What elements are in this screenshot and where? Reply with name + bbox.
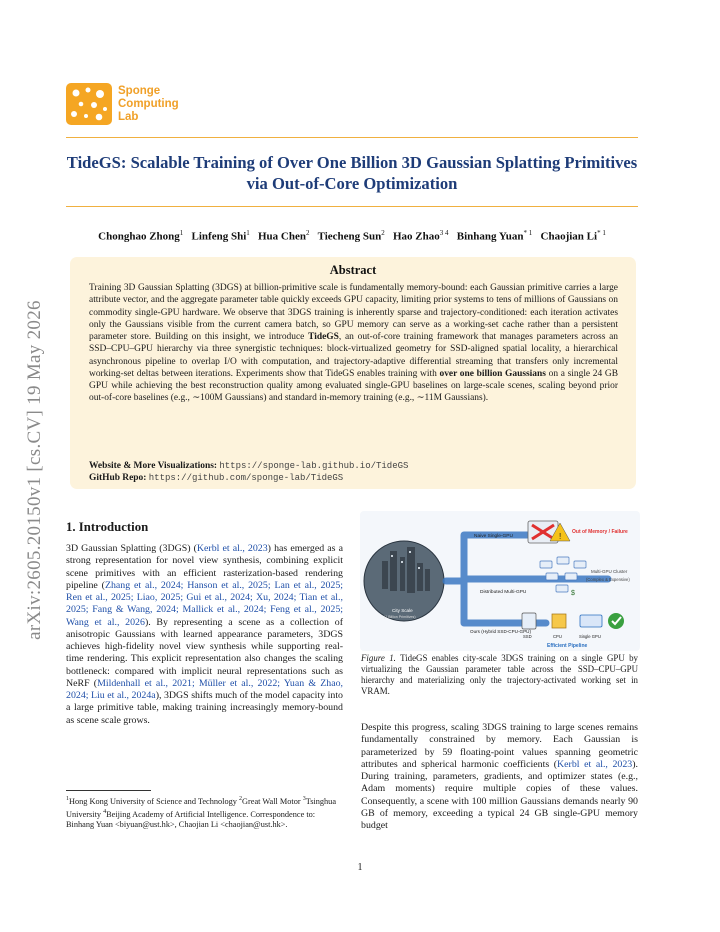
author: Chonghao Zhong: [98, 230, 180, 243]
logo-line-1: Sponge: [118, 84, 161, 97]
single-gpu-label: Single GPU: [579, 634, 601, 639]
section-heading-introduction: 1. Introduction: [66, 520, 149, 534]
paragraph-text: ). During training, parameters, gradients, and optimizer states (e.g., Adam moments) require multiple copies of these values. Consequently, a scene with 100 million Gaussians demands nearly 90 GB of memory, exceeding a typical 24 GB single-GPU memory budget: [361, 758, 638, 831]
svg-text:!: !: [559, 532, 562, 541]
website-link[interactable]: https://sponge-lab.github.io/TideGS: [219, 461, 409, 471]
pipeline-label: Efficient Pipeline: [547, 643, 588, 649]
author: Chaojian Li: [540, 230, 598, 243]
cost-icon: $: [571, 590, 575, 597]
naive-label: Naive Single-GPU: [474, 534, 513, 539]
logo-wordmark: [118, 85, 179, 124]
distributed-label: Distributed Multi-GPU: [480, 590, 527, 595]
author: Hao Zhao: [393, 230, 440, 243]
cpu-icon: [552, 614, 566, 628]
page-number: 1: [357, 862, 363, 873]
author: Binhang Yuan: [456, 230, 524, 243]
ours-label: Ours (Hybrid SSD-CPU-GPU): [470, 629, 531, 634]
github-label: GitHub Repo:: [89, 473, 147, 484]
city-label: City Scale: [392, 608, 413, 613]
checkmark-icon: [608, 613, 624, 629]
cluster-label: Multi-GPU Cluster: [591, 569, 628, 574]
abstract-heading: Abstract: [329, 263, 377, 277]
single-gpu-icon: [580, 615, 602, 627]
abstract-text: Training 3D Gaussian Splatting (3DGS) at billion-primitive scale is fundamentally memory-bound: each Gaussian primitive carries a large attribute vector, and the aggregate parameter table quickly exceeds GPU capacity, limiting prior systems to tens of millions of Gaussians on commodity single-GPU hardware. We observe that 3DGS training is inherently sparse and trajectory-conditioned: each iteration activates only the Gaussians visible from the current camera batch, so GPU memory can serve as a working-set cache rather than a persistent parameter store. Building on this insight, we introduce TideGS, an out-of-core training framework that manages parameters across an SSD–CPU–GPU hierarchy via three synergistic techniques: block-virtualized geometry for SSD-aligned spatial locality, a hierarchical asynchronous pipeline to overlap I/O with computation, and trajectory-adaptive differential streaming that transfers only incremental working-set deltas between iterations. Experiments show that TideGS enables training with over one billion Gaussians on a single 24 GB GPU while achieving the best reconstruction quality among evaluated single-GPU baselines on large-scale scenes, scaling beyond prior out-of-core baselines (e.g., ∼100M Gaussians) and standard in-memory training (e.g., ∼11M Gaussians).: [89, 283, 619, 404]
title-rule-top: [66, 137, 638, 138]
author-list: Chonghao Zhong$^1$ Linfeng Shi$^1$ Hua Chen$^2$ Tiecheng Sun$^2$ Hao Zhao$^{3 4}$ Binhang Yuan$^{* 1}$ Chaojian Li$^{* 1}$: [98, 229, 606, 243]
author: Linfeng Shi: [191, 230, 247, 243]
arxiv-id: arXiv:2605.20150v1 [cs.CV] 19 May 2026: [24, 300, 45, 640]
citation-link[interactable]: Kerbl et al., 2023: [557, 758, 633, 770]
ssd-icon: [522, 613, 536, 629]
intro-paragraph-left: [66, 543, 343, 727]
author: Hua Chen: [258, 230, 306, 243]
paragraph-text: ), 3DGS shifts much of the model capacity into a large primitive table, making training increasingly memory-bound as scene scale grows.: [66, 690, 343, 726]
footnote-rule: [66, 790, 151, 791]
title-rule-bottom: [66, 206, 638, 207]
paragraph-text: Despite this progress, scaling 3DGS training to large scenes remains fundamentally constrained by memory. Each Gaussian is parameterized by 59 floating-point values spanning geometric attributes and spherical harmonic coefficients (: [361, 722, 638, 770]
lab-logo: [66, 83, 179, 125]
ssd-label: SSD: [523, 634, 532, 639]
abstract-emphasis: over one billion Gaussians: [439, 368, 546, 379]
logo-line-2: Computing: [118, 97, 179, 110]
figure-1-caption: Figure 1. TideGS enables city-scale 3DGS training on a single GPU by virtualizing the Gaussian parameter table across the SSD–CPU–GPU hierarchy and materializing only the trajectory-activated working set in VRAM.: [361, 653, 638, 696]
citation-link[interactable]: Zhang et al., 2024; Hanson et al., 2025; Lan et al., 2025; Ren et al., 2025; Liao, 2025; Gui et al., 2024; Xu, 2024; Tian et al., 2025; Fang & Wang, 2024; Mallick et al., 2024; Feng et al., 2025; Wang et al., 2026: [66, 579, 343, 628]
logo-line-3: Lab: [118, 110, 139, 123]
paper-title: TideGS: Scalable Training of Over One Billion 3D Gaussian Splatting Primitives via Out-of-Core Optimization: [66, 153, 638, 193]
oom-label: Out of Memory / Failure: [572, 529, 628, 535]
citation-link[interactable]: Mildenhall et al., 2021; Müller et al., 2022; Yuan & Zhao, 2024; Liu et al., 2024a: [66, 677, 343, 701]
system-name: TideGS: [308, 332, 339, 342]
paragraph-text: ) has emerged as a strong representation for novel view synthesis, combining explicit scene primitives with an efficient rasterization-based rendering pipeline (: [66, 543, 343, 591]
github-link[interactable]: https://github.com/sponge-lab/TideGS: [148, 473, 344, 484]
cpu-label: CPU: [553, 634, 562, 639]
project-links: [89, 460, 618, 485]
author: Tiecheng Sun: [317, 230, 382, 243]
caption-label: Figure 1.: [361, 653, 396, 663]
paragraph-text: 3D Gaussian Splatting (3DGS) (: [66, 543, 197, 554]
figure-1-diagram: [360, 511, 640, 651]
citation-link[interactable]: Kerbl et al., 2023: [196, 543, 268, 554]
city-sublabel: (1 Billion Primitives): [384, 615, 416, 619]
paragraph-text: ). By representing a scene as a collection of anisotropic Gaussians with learned appearance parameters, 3DGS achieves high-fidelity novel view synthesis while supporting real-time rendering. This explicit representation also changes the scaling bottleneck: compared with implicit neural representations such as NeRF (: [66, 616, 343, 689]
arxiv-stamp: [22, 260, 48, 680]
website-label: Website & More Visualizations:: [89, 461, 218, 471]
sponge-logo-icon: [66, 83, 112, 125]
affiliation-footnote: $^1$Hong Kong University of Science and Technology $^2$Great Wall Motor $^3$Tsinghua University $^4$Beijing Academy of Artificial Intelligence. Correspondence to: Binhang Yuan <biyuan@ust.hk>, Chaojian Li <chaojian@ust.hk>.: [66, 796, 337, 830]
intro-paragraph-right: [361, 722, 638, 832]
cluster-sublabel: (Complex & Expensive): [586, 577, 630, 582]
